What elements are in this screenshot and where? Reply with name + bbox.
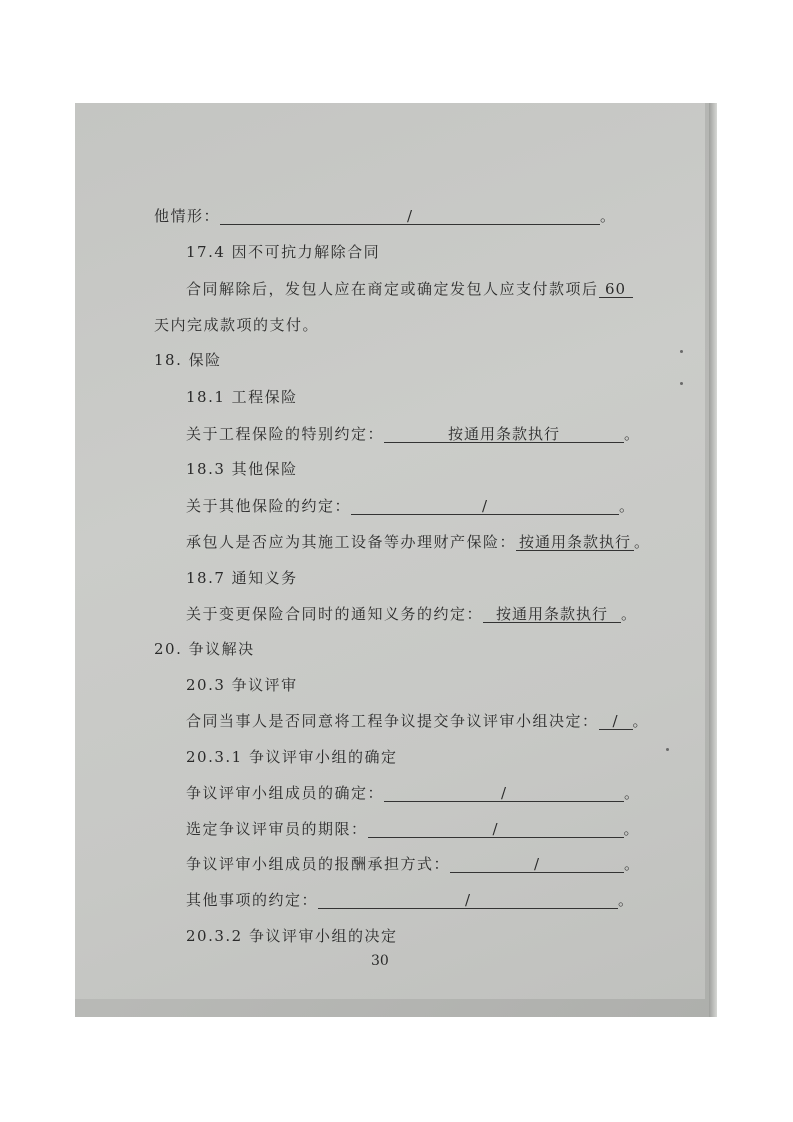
- line-text: 合同解除后，发包人应在商定或确定发包人应支付款项后: [186, 280, 599, 298]
- fill-in-value: /: [368, 821, 624, 838]
- document-photo: [75, 103, 717, 1017]
- clause-engineering-insurance: [186, 425, 641, 443]
- line-text: 争议评审小组成员的确定：: [186, 784, 385, 802]
- line-text: 争议评审小组成员的报酬承担方式：: [186, 855, 451, 873]
- heading-20-3-1: 20.3.1 争议评审小组的确定: [186, 748, 398, 766]
- fill-in-value: /: [599, 713, 633, 730]
- paper-edge: [709, 103, 717, 1017]
- line-text: 关于工程保险的特别约定：: [186, 425, 385, 443]
- line-text: 其他事项的约定：: [186, 891, 319, 909]
- heading-20-3-2: 20.3.2 争议评审小组的决定: [186, 927, 398, 945]
- heading-17-4: 17.4 因不可抗力解除合同: [186, 243, 381, 261]
- line-end: 。: [600, 207, 617, 225]
- line-end: 。: [632, 712, 650, 730]
- fill-in-value: 60: [599, 281, 633, 298]
- line-text: 他情形：: [154, 207, 221, 225]
- clause-notification-duty: [186, 605, 638, 623]
- fill-in-value: /: [351, 498, 619, 515]
- speck: [666, 748, 669, 751]
- line-text: 承包人是否应为其施工设备等办理财产保险：: [186, 533, 517, 551]
- paper-sheet: [75, 103, 705, 999]
- speck: [680, 350, 683, 353]
- line-end: 。: [618, 891, 635, 909]
- fill-in-value: 按通用条款执行: [516, 534, 634, 551]
- speck: [680, 382, 683, 385]
- clause-payment-after-termination: [186, 280, 633, 298]
- clause-other-matters: [186, 891, 635, 909]
- heading-18: 18. 保险: [154, 351, 222, 369]
- clause-other-insurance: [186, 497, 636, 515]
- line-end: 。: [623, 820, 641, 838]
- heading-18-7: 18.7 通知义务: [186, 569, 298, 587]
- clause-panel-members: [186, 784, 641, 802]
- fill-in-value: /: [450, 856, 624, 873]
- heading-20: 20. 争议解决: [154, 640, 255, 658]
- line-text: 关于其他保险的约定：: [186, 497, 352, 515]
- fill-in-value: 按通用条款执行: [483, 606, 621, 623]
- clause-equipment-insurance: [186, 533, 651, 551]
- line-end: 。: [621, 605, 638, 623]
- line-text: 选定争议评审员的期限：: [186, 820, 368, 838]
- clause-selection-deadline: [186, 820, 640, 838]
- line-end: 。: [624, 425, 641, 443]
- heading-20-3: 20.3 争议评审: [186, 676, 298, 694]
- fill-in-value: /: [384, 785, 624, 802]
- clause-other-circumstances: [154, 207, 617, 225]
- heading-18-1: 18.1 工程保险: [186, 388, 298, 406]
- line-text: 关于变更保险合同时的通知义务的约定：: [186, 605, 484, 623]
- clause-dispute-review-consent: [186, 712, 649, 730]
- line-end: 。: [624, 784, 641, 802]
- fill-in-value: 按通用条款执行: [384, 426, 624, 443]
- line-end: 。: [619, 497, 636, 515]
- clause-remuneration: [186, 855, 641, 873]
- page-number: 30: [371, 953, 389, 969]
- line-text: 合同当事人是否同意将工程争议提交争议评审小组决定：: [186, 712, 599, 730]
- fill-in-value: /: [220, 208, 600, 225]
- clause-payment-days: 天内完成款项的支付。: [154, 316, 320, 334]
- line-end: 。: [624, 855, 641, 873]
- fill-in-value: /: [318, 892, 618, 909]
- heading-18-3: 18.3 其他保险: [186, 460, 298, 478]
- line-end: 。: [634, 533, 651, 551]
